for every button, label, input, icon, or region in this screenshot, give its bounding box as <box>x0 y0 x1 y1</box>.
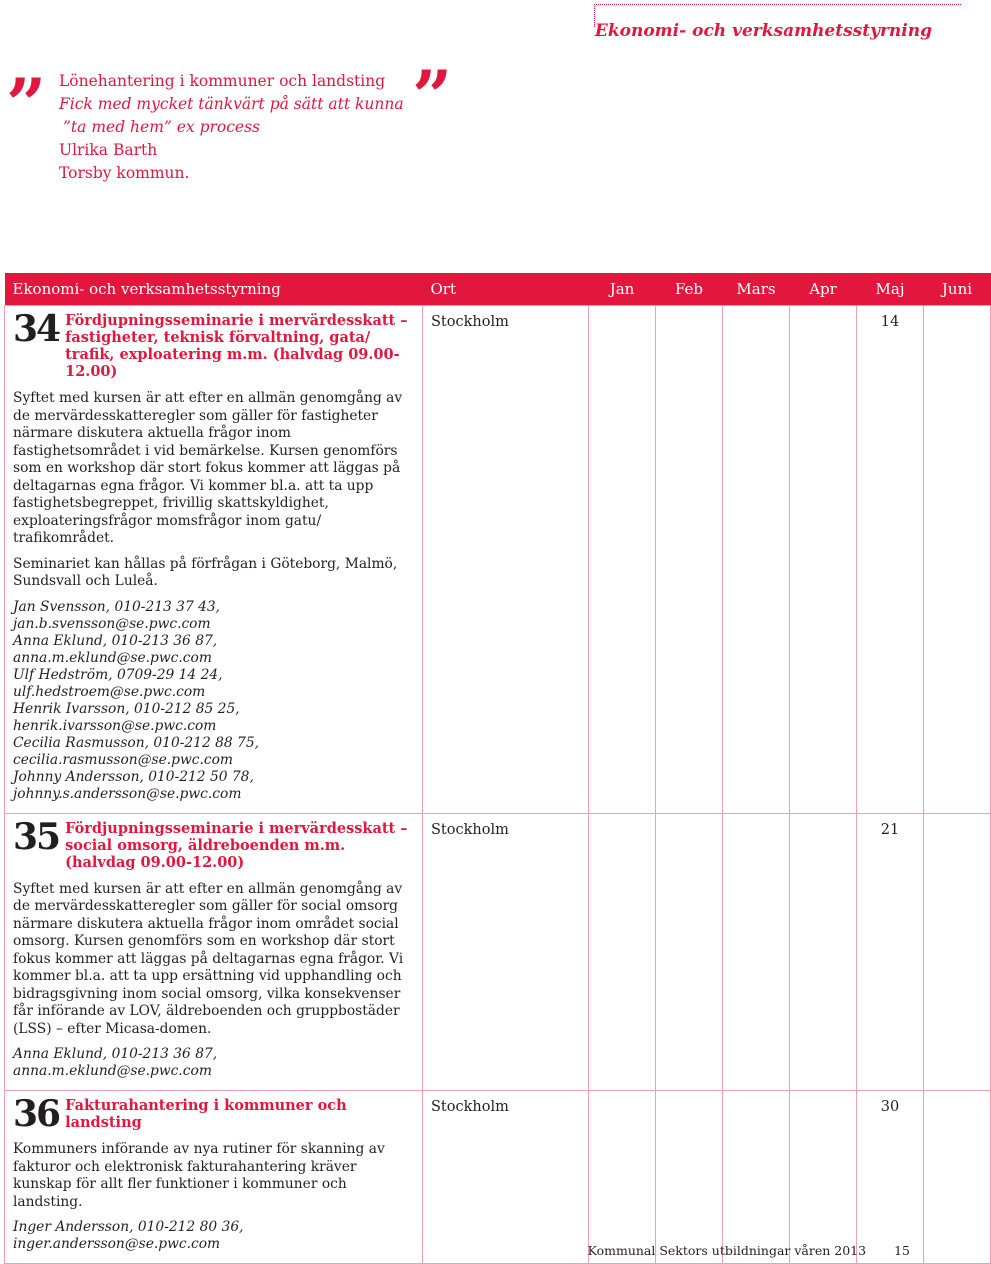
column-header: Ekonomi- och verksamhetsstyrning <box>5 273 423 306</box>
table-header-row <box>5 273 991 306</box>
course-row <box>5 306 991 814</box>
course-location: Stockholm <box>423 1091 589 1264</box>
contact-line: Jan Svensson, 010-213 37 43, jan.b.svensson@se.pwc.com <box>13 598 221 632</box>
month-cell <box>589 1091 656 1264</box>
contact-line: Anna Eklund, 010-213 36 87, anna.m.eklund@se.pwc.com <box>13 1046 218 1079</box>
contact-line: Anna Eklund, 010-213 36 87, anna.m.eklund@se.pwc.com <box>13 632 218 666</box>
course-location: Stockholm <box>423 306 589 814</box>
page-footer <box>588 1243 910 1258</box>
month-cell <box>723 1091 790 1264</box>
month-cell <box>656 813 723 1091</box>
contact-line: Henrik Ivarsson, 010-212 85 25, henrik.ivarsson@se.pwc.com <box>13 700 240 734</box>
course-paragraph: Syftet med kursen är att efter en allmän genomgång av de mervärdesskatteregler som gäller för fastigheter närmare diskutera aktuella frågor inom fastighetsområdet i vid bemärkelse. Kursen genomförs som en workshop där stort fokus kommer att läggas på deltagarnas egna frågor. Vi kommer bl.a. att ta upp fastighetsbegreppet, frivillig skattskyldighet, exploateringsfrågor momsfrågor inom gatu/ trafikområdet. <box>13 390 403 546</box>
column-header: Mars <box>723 273 790 306</box>
column-header: Feb <box>656 273 723 306</box>
contact-line: Cecilia Rasmusson, 010-212 88 75, <box>13 734 259 751</box>
testimonial-quote <box>59 70 404 185</box>
publication-title: Kommunal Sektors utbildningar våren 2013 <box>587 1243 867 1258</box>
course-number: 34 <box>13 308 60 350</box>
course-paragraph: Seminariet kan hållas på förfrågan i Göteborg, Malmö, Sundsvall och Luleå. <box>13 555 398 589</box>
contact-line: Ulf Hedström, 0709-29 14 24, ulf.hedstroem@se.pwc.com <box>13 666 223 700</box>
month-cell <box>924 813 991 1091</box>
course-heading <box>13 815 414 871</box>
quote-course-title: Lönehantering i kommuner och landsting <box>59 72 386 90</box>
month-cell <box>924 1091 991 1264</box>
course-description-cell <box>5 1091 423 1264</box>
column-header: Maj <box>857 273 924 306</box>
section-title: Ekonomi- och verksamhetsstyrning <box>594 21 932 41</box>
month-cell <box>656 1091 723 1264</box>
quote-text-line1: Fick med mycket tänkvärt på sätt att kunna <box>59 95 404 113</box>
quote-org: Torsby kommun. <box>59 164 190 182</box>
course-number: 36 <box>13 1093 60 1135</box>
month-cell: 14 <box>857 306 924 814</box>
close-quote-icon: ” <box>412 55 453 138</box>
page-number: 15 <box>894 1243 910 1258</box>
course-paragraph: Kommuners införande av nya rutiner för skanning av fakturor och elektronisk fakturahantering kräver kunskap för allt fler funktioner i kommuner och landsting. <box>13 1141 385 1210</box>
month-cell: 30 <box>857 1091 924 1264</box>
month-cell <box>790 1091 857 1264</box>
month-cell <box>589 306 656 814</box>
month-cell <box>656 306 723 814</box>
contact-line: Johnny Andersson, 010-212 50 78, <box>13 768 254 785</box>
quote-author: Ulrika Barth <box>59 141 158 159</box>
course-contacts <box>13 599 414 803</box>
month-cell <box>790 306 857 814</box>
course-number: 35 <box>13 815 60 858</box>
course-description-cell <box>5 306 423 814</box>
month-cell <box>589 813 656 1091</box>
month-cell <box>924 306 991 814</box>
course-location: Stockholm <box>423 813 589 1091</box>
column-header: Ort <box>423 273 589 306</box>
contact-line: cecilia.rasmusson@se.pwc.com <box>13 751 233 768</box>
month-cell <box>723 813 790 1091</box>
course-heading <box>13 1093 414 1135</box>
course-row <box>5 813 991 1091</box>
column-header: Apr <box>790 273 857 306</box>
quote-text-line2: ”ta med hem” ex process <box>63 118 261 136</box>
course-table <box>4 273 991 1264</box>
month-cell <box>790 813 857 1091</box>
course-title: Fördjupningsseminarie i mervärdesskatt – social omsorg, äldreboenden m.m. (halvdag 09.00-12.00) <box>65 819 408 871</box>
course-description-cell <box>5 813 423 1091</box>
course-title: Fakturahantering i kommuner och landsting <box>65 1097 347 1131</box>
course-paragraph: Syftet med kursen är att efter en allmän genomgång av de mervärdesskatteregler som gäller för social omsorg närmare diskutera aktuella frågor inom området social omsorg. Kursen genomförs som en workshop där stort fokus kommer att läggas på deltagarnas egna frågor. Vi kommer bl.a. att ta upp ersättning vid upphandling och bidragsgivning inom social omsorg, vilka konsekvenser får införande av LOV, äldreboenden och gruppbostäder (LSS) – efter Micasa-domen. <box>13 880 404 1037</box>
course-row <box>5 1091 991 1264</box>
column-header: Juni <box>924 273 991 306</box>
contact-line: johnny.s.andersson@se.pwc.com <box>13 785 242 802</box>
course-title: Fördjupningsseminarie i mervärdesskatt – fastigheter, teknisk förvaltning, gata/ trafik, exploatering m.m. (halvdag 09.00-12.00) <box>65 312 408 380</box>
course-contacts <box>13 1046 414 1080</box>
course-heading <box>13 308 414 380</box>
month-cell: 21 <box>857 813 924 1091</box>
open-quote-icon: ” <box>6 63 47 146</box>
course-contacts <box>13 1219 414 1253</box>
column-header: Jan <box>589 273 656 306</box>
month-cell <box>723 306 790 814</box>
contact-line: Inger Andersson, 010-212 80 36, inger.andersson@se.pwc.com <box>13 1219 244 1252</box>
